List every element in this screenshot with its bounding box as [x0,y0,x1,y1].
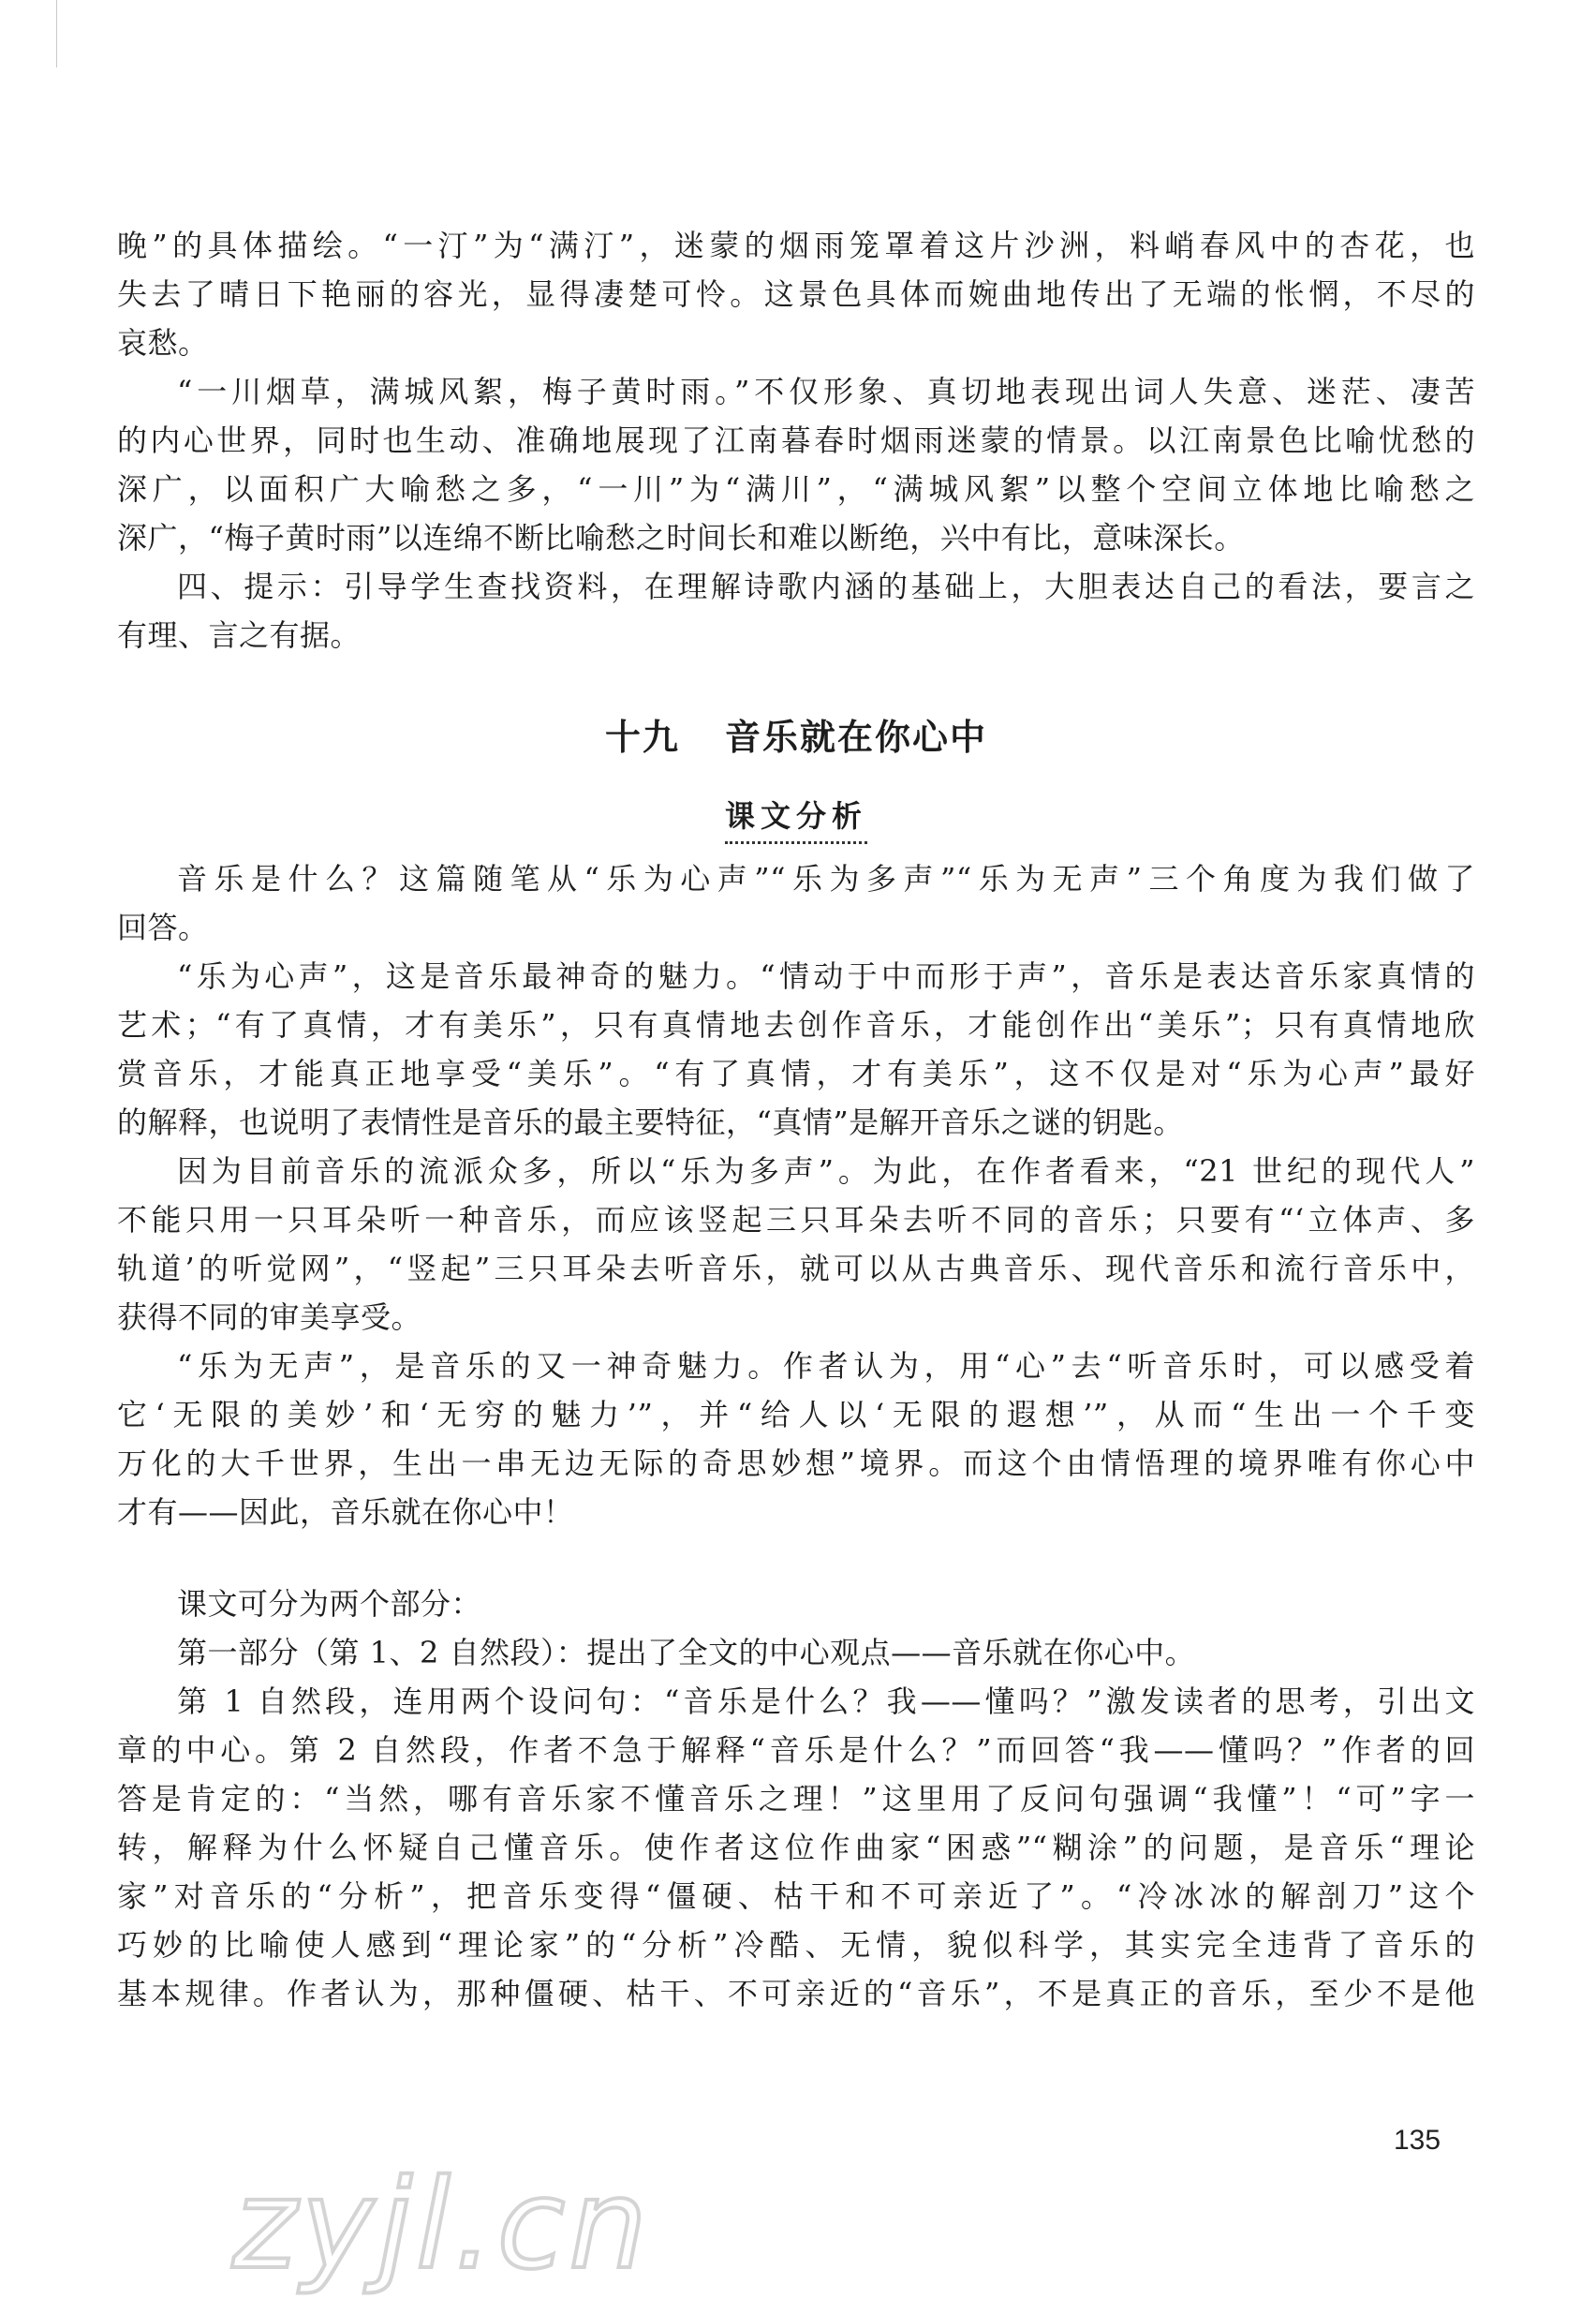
paragraph-continuation [117,221,1475,367]
paragraph-spacer [117,1536,1475,1580]
text-line: 不能只用一只耳朵听一种音乐，而应该竖起三只耳朵去听不同的音乐；只要有“‘立体声、多 [117,1202,1475,1238]
section-heading: 音乐就在你心中 [725,717,988,758]
text-line: “乐为无声”，是音乐的又一神奇魅力。作者认为，用“心”去“听音乐时，可以感受着 [177,1348,1475,1384]
text-line: 第一部分（第 1、2 自然段）：提出了全文的中心观点——音乐就在你心中。 [177,1635,1196,1670]
text-line: 才有——因此，音乐就在你心中！ [117,1494,574,1530]
section-number: 十九 [604,717,680,758]
paragraph [117,367,1475,562]
text-line: 转，解释为什么怀疑自己懂音乐。使作者这位作曲家“困惑”“糊涂”的问题，是音乐“理论 [117,1830,1475,1865]
text-line: 万化的大千世界，生出一串无边无际的奇思妙想”境界。而这个由情悟理的境界唯有你心中 [117,1446,1475,1481]
text-line: 章的中心。第 2 自然段，作者不急于解释“音乐是什么？”而回答“我——懂吗？”作者的回 [117,1732,1475,1768]
paragraph [117,562,1475,660]
text-line: 第 1 自然段，连用两个设问句：“音乐是什么？我——懂吗？”激发读者的思考，引出文 [177,1683,1475,1719]
text-line: 它‘无限的美妙’和‘无穷的魅力’”，并“给人以‘无限的遐想’”，从而“生出一个千变 [117,1397,1475,1432]
text-line: 的内心世界，同时也生动、准确地展现了江南暮春时烟雨迷蒙的情景。以江南景色比喻忧愁的 [117,423,1475,458]
paragraph [117,1628,1475,1677]
text-line: 因为目前音乐的流派众多，所以“乐为多声”。为此，在作者看来，“21 世纪的现代人” [177,1153,1475,1189]
text-line: 艺术；“有了真情，才有美乐”，只有真情地去创作音乐，才能创作出“美乐”；只有真情地欣 [117,1007,1475,1043]
text-line: 哀愁。 [117,325,209,361]
subsection-heading: 课文分析 [725,796,867,844]
page-content [117,221,1475,2018]
paragraph [117,854,1475,952]
watermark-graphic [223,2155,822,2295]
text-line: 音乐是什么？这篇随笔从“乐为心声”“乐为多声”“乐为无声”三个角度为我们做了 [177,861,1475,897]
text-line: 深广，以面积广大喻愁之多，“一川”为“满川”，“满城风絮”以整个空间立体地比喻愁之 [117,471,1475,507]
text-line: 四、提示：引导学生查找资料，在理解诗歌内涵的基础上，大胆表达自己的看法，要言之 [177,569,1475,604]
text-line: 轨道’的听觉网”，“竖起”三只耳朵去听音乐，就可以从古典音乐、现代音乐和流行音乐中， [117,1251,1475,1286]
text-line: 基本规律。作者认为，那种僵硬、枯干、不可亲近的“音乐”，不是真正的音乐，至少不是他 [117,1976,1475,2011]
section-title [117,708,1475,766]
text-line: 答是肯定的：“当然，哪有音乐家不懂音乐之理！”这里用了反问句强调“我懂”！“可”字一 [117,1781,1475,1817]
subsection-title [117,796,1475,854]
text-line: “一川烟草，满城风絮，梅子黄时雨。”不仅形象、真切地表现出词人失意、迷茫、凄苦 [177,374,1475,409]
paragraph [117,1342,1475,1536]
watermark-text: zyjl.cn [232,2155,651,2295]
text-line: “乐为心声”，这是音乐最神奇的魅力。“情动于中而形于声”，音乐是表达音乐家真情的 [177,958,1475,994]
paragraph [117,952,1475,1147]
text-line: 赏音乐，才能真正地享受“美乐”。“有了真情，才有美乐”，这不仅是对“乐为心声”最好 [117,1056,1475,1091]
text-line: 家”对音乐的“分析”，把音乐变得“僵硬、枯干和不可亲近了”。“冷冰冰的解剖刀”这个 [117,1878,1475,1914]
watermark-logo [223,2155,822,2295]
paragraph [117,1147,1475,1342]
paragraph [117,1580,1475,1628]
text-line: 晚”的具体描绘。“一汀”为“满汀”，迷蒙的烟雨笼罩着这片沙洲，料峭春风中的杏花，也 [117,228,1475,263]
text-line: 巧妙的比喻使人感到“理论家”的“分析”冷酷、无情，貌似科学，其实完全违背了音乐的 [117,1927,1475,1963]
text-line: 的解释，也说明了表情性是音乐的最主要特征，“真情”是解开音乐之谜的钥匙。 [117,1105,1184,1140]
page-number: 135 [1394,2125,1441,2156]
text-line: 回答。 [117,910,209,945]
text-line: 获得不同的审美享受。 [117,1299,422,1335]
text-line: 课文可分为两个部分： [177,1586,482,1622]
text-line: 有理、言之有据。 [117,617,362,653]
text-line: 失去了晴日下艳丽的容光，显得凄楚可怜。这景色具体而婉曲地传出了无端的怅惘，不尽的 [117,276,1475,312]
paragraph [117,1677,1475,2018]
top-margin-rule [56,0,57,67]
text-line: 深广，“梅子黄时雨”以连绵不断比喻愁之时间长和难以断绝，兴中有比，意味深长。 [117,520,1245,556]
